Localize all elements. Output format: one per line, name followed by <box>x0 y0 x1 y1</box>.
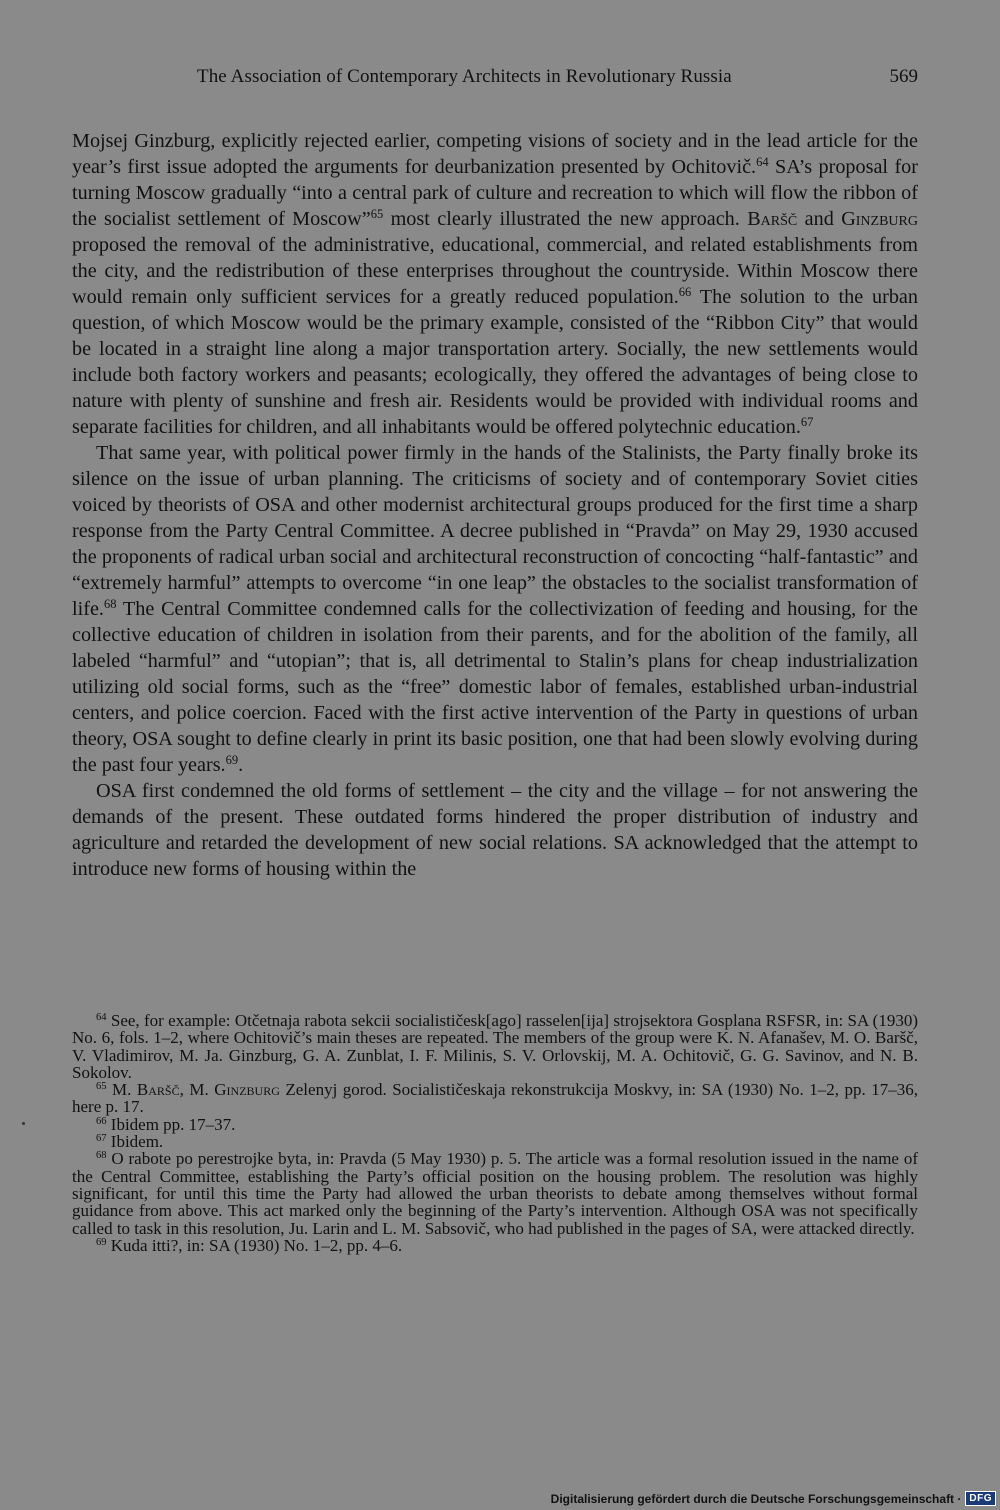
running-title: The Association of Contemporary Architects in Revolutionary Russia <box>197 66 732 87</box>
dfg-logo: DFG <box>965 1491 996 1506</box>
footnote-ref-66: 66 <box>678 285 692 300</box>
footnote-69: $^{69}$ Kuda itti?, in: SA (1930) No. 1–2, pp. 4–6. <box>96 1235 403 1255</box>
page-number: 569 <box>889 66 918 87</box>
author-name: Baršč <box>747 208 798 230</box>
footnote-ref-67: 67 <box>800 415 814 430</box>
paragraph-1: Mojsej Ginzburg, explicitly rejected earlier, competing visions of society and in the lead article for the year’s first issue adopted the arguments for deurbanization presented by Ochitovič.$^{64}$ SA’s proposal for turning Moscow gradually “into a central park of culture and recreation to which will flow the ribbon of the socialist settlement of Moscow”$^{65}$ most clearly illustrated the new approach. Baršč and Ginzburg proposed the removal of the administrative, educational, commercial, and related establishments from the city, and the redistribution of these enterprises throughout the countryside. Within Moscow there would remain only sufficient services for a greatly reduced population.$^{66}$ The solution to the urban question, of which Moscow would be the primary example, consisted of the “Ribbon City” that would be located in a straight line along a major transportation artery. Socially, the new settlements would include both factory workers and peasants; ecologically, they offered the advantages of being close to nature with plenty of sunshine and fresh air. Residents would be provided with individual rooms and separate facilities for children, and all inhabitants would be offered polytechnic education.$^{67}$ <box>72 130 919 438</box>
digitization-footer <box>551 1491 996 1506</box>
footnote-ref-69: 69 <box>225 753 239 768</box>
footnote-ref-68: 68 <box>103 597 117 612</box>
paragraph-3: OSA first condemned the old forms of settlement – the city and the village – for not answering the demands of the present. These outdated forms hindered the proper distribution of industry and agriculture and retarded the development of new social relations. SA acknowledged that the attempt to introduce new forms of housing within the <box>72 780 918 880</box>
footnote-66: $^{66}$ Ibidem pp. 17–37. <box>96 1114 236 1134</box>
author-name: Ginzburg <box>841 208 918 230</box>
footnote-67: $^{67}$ Ibidem. <box>96 1132 164 1152</box>
footnote-ref-65: 65 <box>370 207 384 222</box>
running-header <box>72 66 918 96</box>
scan-speck <box>22 1122 25 1125</box>
footnote-64: $^{64}$ See, for example: Otčetnaja rabota sekcii socialističesk[ago] rasselen[ija] strojsektora Gosplana RSFSR, in: SA (1930) No. 6, fols. 1–2, where Ochitovič’s main theses are repeated. The members of the group were K. N. Afanašev, M. O. Baršč, V. Vladimirov, M. Ja. Ginzburg, G. A. Zunblat, I. F. Milinis, S. V. Orlovskij, M. A. Ochitovič, G. G. Savinov, and N. B. Sokolov. <box>72 1011 918 1082</box>
footnote-ref-64: 64 <box>756 155 769 170</box>
paragraph-2: That same year, with political power firmly in the hands of the Stalinists, the Party finally broke its silence on the issue of urban planning. The criticisms of society and of contemporary Soviet cities voiced by theorists of OSA and other modernist architectural groups produced for the first time a sharp response from the Party Central Committee. A decree published in “Pravda” on May 29, 1930 accused the proponents of radical urban social and architectural reconstruction of concocting “half-fantastic” and “extremely harmful” attempts to overcome “in one leap” the obstacles to the socialist transformation of life.$^{68}$ The Central Committee condemned calls for the collectivization of feeding and housing, for the collective education of children in isolation from their parents, and for the abolition of the family, all labeled “harmful” and “utopian”; that is, all detrimental to Stalin’s plans for cheap industrialization utilizing old social forms, such as the “free” domestic labor of females, established urban-industrial centers, and police coercion. Faced with the first active intervention of the Party in questions of urban theory, OSA sought to define clearly in print its basic position, one that had been slowly evolving during the past four years.$^{69}$. <box>72 442 918 776</box>
digitization-credit: Digitalisierung gefördert durch die Deutsche Forschungsgemeinschaft · <box>550 1491 962 1506</box>
footnote-65: $^{65}$ M. Baršč, M. Ginzburg Zelenyj gorod. Socialističeskaja rekonstrukcija Moskvy, in: SA (1930) No. 1–2, pp. 17–36, here p. 17. <box>72 1080 919 1117</box>
body-text <box>72 128 918 882</box>
footnotes <box>72 1012 918 1254</box>
footnote-68: $^{68}$ O rabote po perestrojke byta, in: Pravda (5 May 1930) p. 5. The article was a formal resolution issued in the name of the Central Committee, establishing the Party’s official position on the housing problem. The resolution was highly significant, for until this time the Party had allowed the urban theorists to debate among themselves without formal guidance from above. This act marked only the beginning of the Party’s intervention. Although OSA was not specifically called to task in this resolution, Ju. Larin and L. M. Sabsovič, who had published in the pages of SA, were attacked directly. <box>72 1149 918 1238</box>
